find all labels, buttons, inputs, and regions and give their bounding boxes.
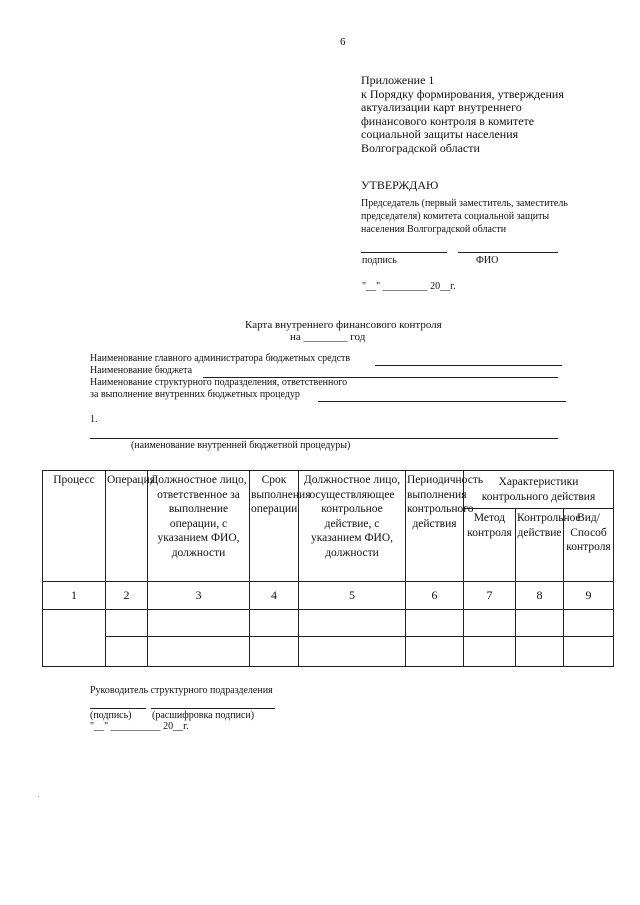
table-cell[interactable] (564, 610, 614, 637)
appendix-line: финансового контроля в комитете (361, 113, 535, 128)
header-process: Процесс (43, 471, 106, 582)
head-signature-label: (подпись) (90, 710, 132, 721)
card-title: Карта внутреннего финансового контроля (245, 319, 442, 331)
main-admin-label: Наименование главного администратора бюджетных средств (90, 353, 351, 364)
budget-label: Наименование бюджета (90, 365, 193, 376)
header-periodicity: Периодичность выполнения контрольного действия (406, 471, 464, 582)
item-number: 1. (90, 414, 98, 425)
column-number: 3 (148, 582, 250, 610)
column-number: 8 (516, 582, 564, 610)
appendix-line: Приложение 1 (361, 73, 435, 87)
table-cell[interactable] (299, 610, 406, 637)
table-cell[interactable] (299, 637, 406, 667)
table-cell[interactable] (43, 610, 106, 667)
header-responsible: Должностное лицо, ответственное за выполнение операции, с указанием ФИО, должности (148, 471, 250, 582)
table-cell[interactable] (106, 610, 148, 637)
header-control-action: Контрольное действие (516, 509, 564, 582)
unit-label-line2: за выполнение внутренних бюджетных процедур (90, 389, 300, 400)
head-signature-line (90, 708, 146, 709)
table-cell[interactable] (148, 610, 250, 637)
approve-line: населения Волгоградской области (361, 224, 507, 235)
approve-line: председателя) комитета социальной защиты (361, 211, 550, 222)
main-admin-input-line[interactable] (375, 365, 562, 366)
column-number: 2 (106, 582, 148, 610)
appendix-line: актуализации карт внутреннего (361, 100, 522, 114)
head-decoding-label: (расшифровка подписи) (152, 710, 255, 721)
header-characteristics: Характеристики контрольного действия (464, 471, 614, 509)
approve-date: "__" _________ 20__г. (362, 281, 456, 292)
column-number: 1 (43, 582, 106, 610)
header-method: Метод контроля (464, 509, 516, 582)
column-number: 4 (250, 582, 299, 610)
head-date: "__" __________ 20__г. (90, 721, 189, 732)
column-number: 6 (406, 582, 464, 610)
page-number: 6 (340, 36, 346, 48)
control-card-table (42, 470, 614, 667)
approve-signature-line (361, 252, 447, 253)
head-decoding-line (151, 708, 275, 709)
procedure-caption: (наименование внутренней бюджетной процедуры) (131, 440, 351, 451)
table-cell[interactable] (516, 610, 564, 637)
appendix-line: социальной защиты населения (361, 127, 519, 141)
card-subtitle: на ________ год (290, 331, 366, 343)
header-operation: Операция (106, 471, 148, 582)
table-cell[interactable] (106, 637, 148, 667)
approve-heading: УТВЕРЖДАЮ (361, 178, 439, 192)
header-type: Вид/Способ контроля (564, 509, 614, 582)
unit-label-line1: Наименование структурного подразделения, ответственного (90, 377, 348, 388)
column-number: 7 (464, 582, 516, 610)
unit-input-line[interactable] (318, 401, 566, 402)
table-cell[interactable] (516, 637, 564, 667)
approve-line: Председатель (первый заместитель, заместитель (361, 198, 568, 209)
approve-block (361, 178, 568, 236)
approve-name-line (458, 252, 558, 253)
table-cell[interactable] (406, 610, 464, 637)
column-number: 5 (299, 582, 406, 610)
table-cell[interactable] (564, 637, 614, 667)
appendix-block (361, 74, 564, 155)
appendix-line: Волгоградской области (361, 140, 480, 155)
scan-speck (38, 796, 39, 797)
column-number: 9 (564, 582, 614, 610)
table-cell[interactable] (464, 637, 516, 667)
approve-position (361, 197, 568, 236)
approve-name-label: ФИО (476, 255, 499, 266)
table-cell[interactable] (148, 637, 250, 667)
header-deadline: Срок выполнения операции (250, 471, 299, 582)
table-cell[interactable] (464, 610, 516, 637)
table-cell[interactable] (250, 637, 299, 667)
approve-signature-label: подпись (362, 255, 397, 266)
table-cell[interactable] (250, 610, 299, 637)
appendix-line: к Порядку формирования, утверждения (361, 86, 564, 101)
procedure-input-line[interactable] (90, 438, 558, 439)
table-cell[interactable] (406, 637, 464, 667)
head-label: Руководитель структурного подразделения (90, 685, 273, 696)
header-performer: Должностное лицо, осуществляющее контрольное действие, с указанием ФИО, должности (299, 471, 406, 582)
